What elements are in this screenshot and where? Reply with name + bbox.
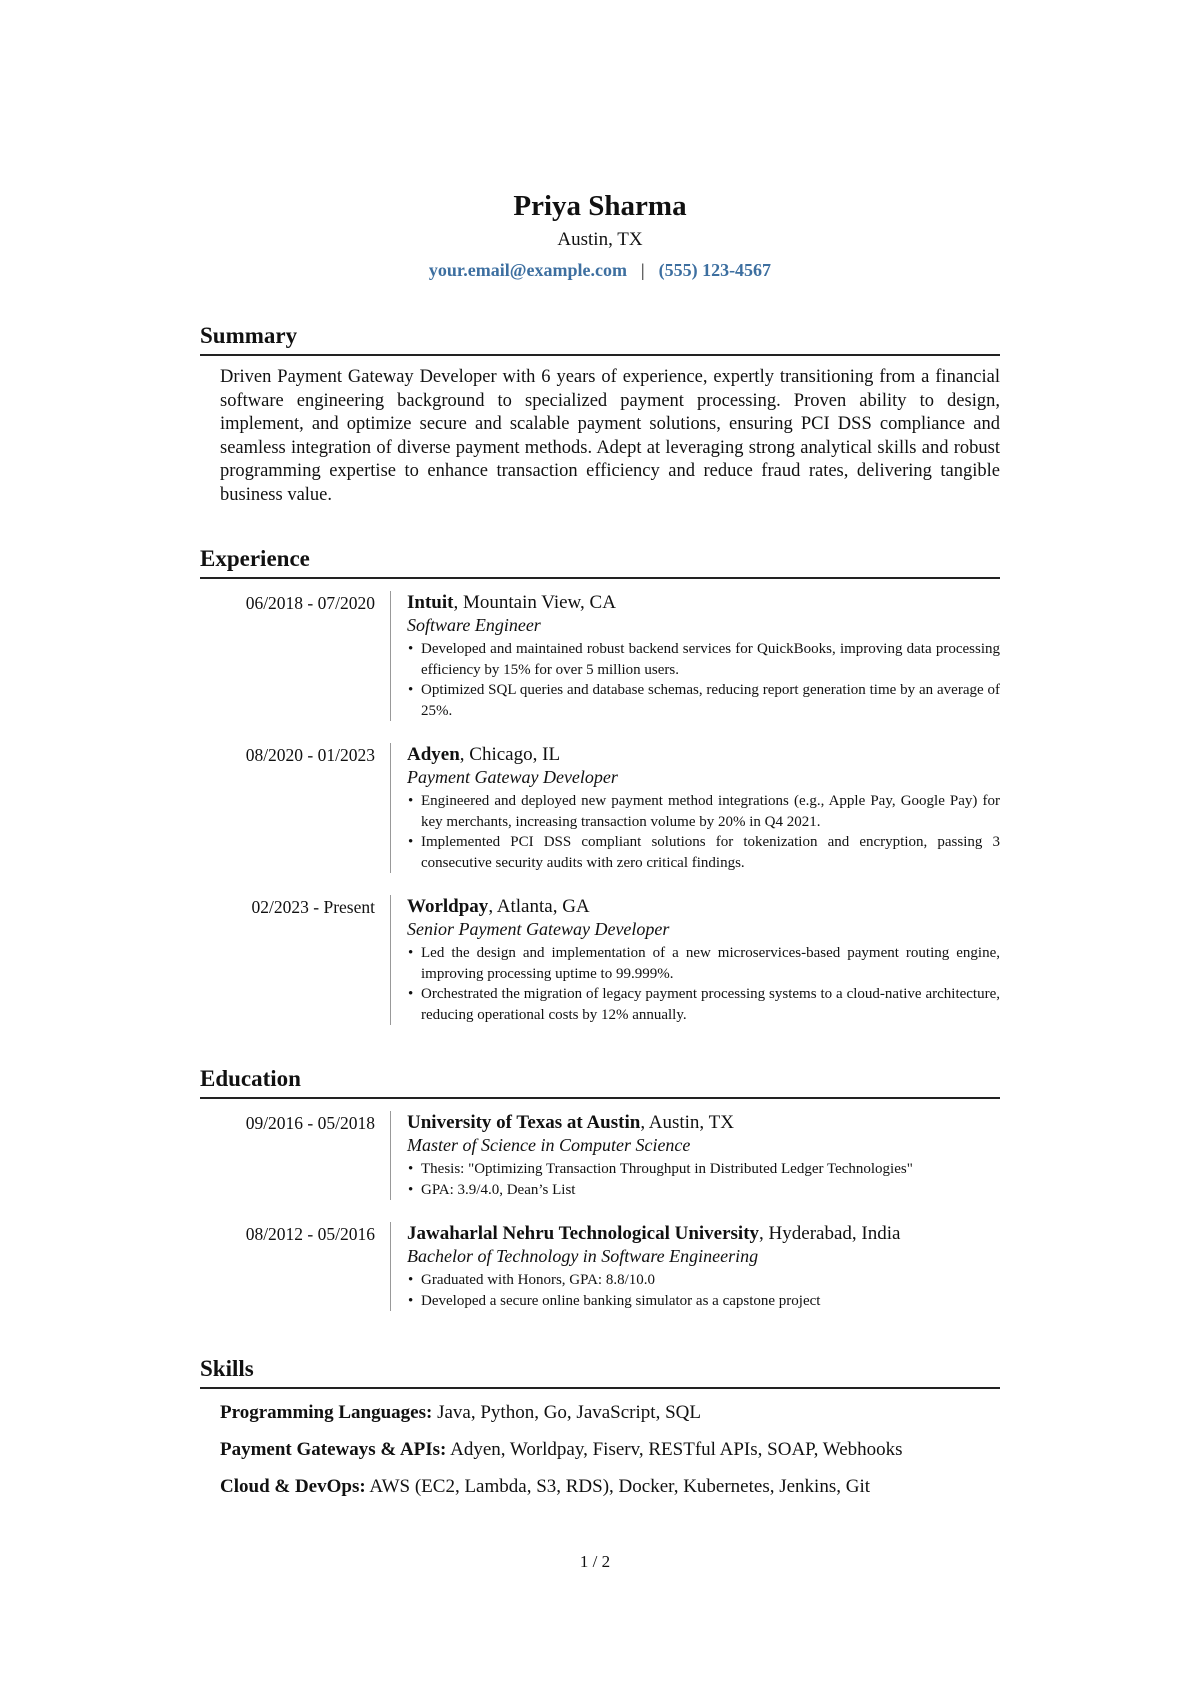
entry-bullets — [407, 1270, 1000, 1311]
bullet-item: • Optimized SQL queries and database schemas, reducing report generation time by an average of 25%. — [407, 680, 1000, 721]
entry-organization: University of Texas at Austin — [407, 1112, 641, 1133]
skill-label: Cloud & DevOps: — [220, 1476, 366, 1497]
bullet-item: • Developed a secure online banking simulator as a capstone project — [407, 1291, 1000, 1312]
experience-title: Experience — [200, 545, 1000, 579]
entry-location: , Mountain View, CA — [453, 592, 616, 613]
bullet-item: • Engineered and deployed new payment method integrations (e.g., Apple Pay, Google Pay) for key merchants, increasing transaction volume by 20% in Q4 2021. — [407, 791, 1000, 832]
entry-date: 08/2020 - 01/2023 — [245, 745, 375, 765]
entry-location: , Atlanta, GA — [488, 896, 590, 917]
entry-bullets — [407, 639, 1000, 721]
skills-section — [200, 1355, 1000, 1499]
skill-value: AWS (EC2, Lambda, S3, RDS), Docker, Kubernetes, Jenkins, Git — [365, 1476, 871, 1497]
skill-value: Java, Python, Go, JavaScript, SQL — [432, 1402, 701, 1423]
education-entry — [200, 1111, 1000, 1200]
entry-location: , Austin, TX — [640, 1112, 734, 1133]
entry-bullets — [407, 943, 1000, 1025]
page-number: 1 / 2 — [579, 1552, 611, 1571]
entry-heading — [407, 895, 1000, 918]
entry-body — [390, 743, 1000, 873]
entry-heading — [407, 1111, 1000, 1134]
skills-title: Skills — [200, 1355, 1000, 1389]
experience-entry — [200, 743, 1000, 873]
entry-role: Software Engineer — [407, 615, 541, 635]
candidate-location: Austin, TX — [557, 229, 643, 250]
experience-entry — [200, 591, 1000, 721]
entry-date: 09/2016 - 05/2018 — [245, 1113, 375, 1133]
entry-organization: Jawaharlal Nehru Technological University — [407, 1223, 760, 1244]
experience-section — [200, 545, 1000, 1025]
entry-heading — [407, 591, 1000, 614]
phone-link[interactable]: (555) 123-4567 — [658, 260, 772, 280]
entry-date: 06/2018 - 07/2020 — [245, 593, 375, 613]
bullet-item: • Developed and maintained robust backend services for QuickBooks, improving data processing efficiency by 15% for over 5 million users. — [407, 639, 1000, 680]
entry-organization: Intuit — [407, 592, 454, 613]
education-list — [200, 1111, 1000, 1311]
skill-row — [220, 1438, 1000, 1462]
bullet-item: • Led the design and implementation of a new microservices-based payment routing engine, improving processing uptime to 99.999%. — [407, 943, 1000, 984]
summary-section — [200, 322, 1000, 507]
skill-label: Programming Languages: — [220, 1402, 433, 1423]
entry-bullets — [407, 1159, 1000, 1200]
entry-date: 08/2012 - 05/2016 — [245, 1224, 375, 1244]
education-section — [200, 1065, 1000, 1311]
entry-role: Master of Science in Computer Science — [407, 1135, 691, 1155]
entry-body — [390, 895, 1000, 1025]
entry-body — [390, 1111, 1000, 1200]
entry-body — [390, 1222, 1000, 1311]
entry-heading — [407, 1222, 1000, 1245]
entry-role: Bachelor of Technology in Software Engineering — [407, 1246, 759, 1266]
skill-label: Payment Gateways & APIs: — [220, 1439, 447, 1460]
entry-heading — [407, 743, 1000, 766]
experience-entry — [200, 895, 1000, 1025]
entry-organization: Adyen — [407, 744, 460, 765]
entry-bullets — [407, 791, 1000, 873]
skill-row — [220, 1401, 1000, 1425]
entry-role: Payment Gateway Developer — [407, 767, 618, 787]
summary-text: Driven Payment Gateway Developer with 6 years of experience, expertly transitioning from a financial software engineering background to specialized payment processing. Proven ability to design, implement, and optimize secure and scalable payment solutions, ensuring PCI DSS compliance and seamless integration of diverse payment methods. Adept at leveraging strong analytical skills and robust programming expertise to enhance transaction efficiency and reduce fraud rates, delivering tangible business value. — [220, 367, 1000, 505]
candidate-name: Priya Sharma — [513, 190, 687, 222]
resume-page — [200, 188, 1000, 1499]
summary-title: Summary — [200, 322, 1000, 356]
bullet-item: • Orchestrated the migration of legacy payment processing systems to a cloud-native architecture, reducing operational costs by 12% annually. — [407, 984, 1000, 1025]
bullet-item: • GPA: 3.9/4.0, Dean’s List — [407, 1180, 1000, 1201]
skill-value: Adyen, Worldpay, Fiserv, RESTful APIs, SOAP, Webhooks — [446, 1439, 903, 1460]
entry-location: , Chicago, IL — [459, 744, 561, 765]
email-link[interactable]: your.email@example.com — [428, 260, 627, 280]
bullet-item: • Implemented PCI DSS compliant solutions for tokenization and encryption, passing 3 consecutive security audits with zero critical findings. — [407, 832, 1000, 873]
experience-list — [200, 591, 1000, 1025]
entry-organization: Worldpay — [407, 896, 489, 917]
bullet-item: • Thesis: "Optimizing Transaction Throughput in Distributed Ledger Technologies" — [407, 1159, 1000, 1180]
contact-separator: | — [640, 260, 645, 280]
contact-line — [200, 258, 1000, 282]
entry-date: 02/2023 - Present — [251, 897, 375, 917]
entry-location: , Hyderabad, India — [759, 1223, 901, 1244]
resume-header — [200, 188, 1000, 282]
skill-row — [220, 1475, 1000, 1499]
education-entry — [200, 1222, 1000, 1311]
education-title: Education — [200, 1065, 1000, 1099]
entry-role: Senior Payment Gateway Developer — [407, 919, 670, 939]
bullet-item: • Graduated with Honors, GPA: 8.8/10.0 — [407, 1270, 1000, 1291]
entry-body — [390, 591, 1000, 721]
